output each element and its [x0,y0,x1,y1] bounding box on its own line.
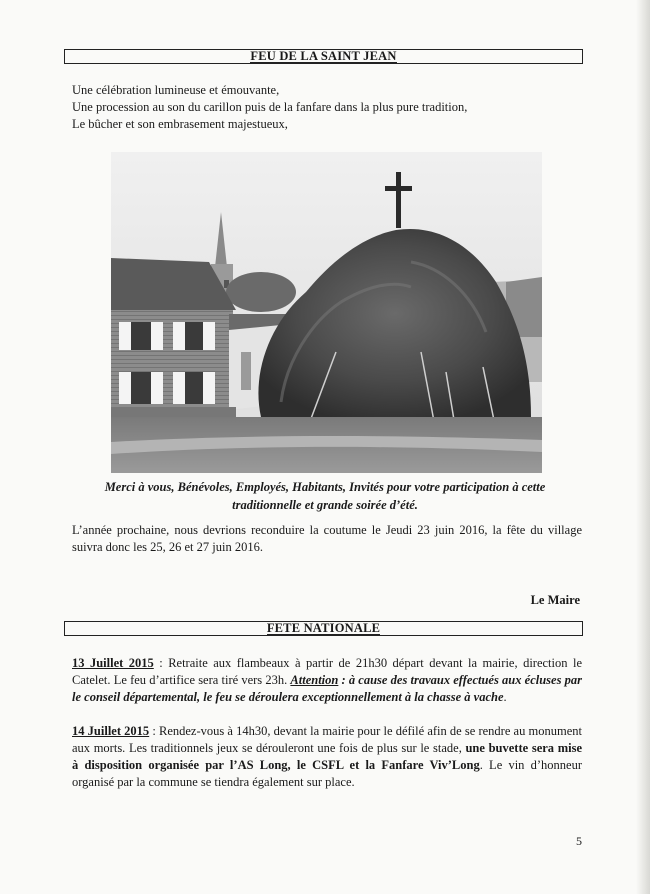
paragraph-text: : Retraite aux flambeaux à partir de 21h30 départ devant la mairie, direction le Catelet. Le feu d’artifice sera tiré vers 23h. [72,656,582,687]
paragraph-end: . Le vin d’honneur organisé par la commune se tiendra également sur place. [72,758,582,789]
july-14-paragraph [72,723,582,791]
section-title: FETE NATIONALE [266,621,381,635]
signature: Le Maire [530,593,580,607]
july-13-paragraph [72,655,582,706]
attention-text: : à cause des travaux effectués aux écluses par le conseil départemental, le feu se déroulera exceptionnellement à la chasse à vache [72,673,582,704]
section-header-saint-jean [64,49,583,64]
intro-line: Le bûcher et son embrasement majestueux, [72,117,288,131]
scan-edge [636,0,650,894]
date-label: 13 Juillet 2015 [72,656,154,670]
section-header-fete-nationale [64,621,583,636]
buvette-text: une buvette sera mise à disposition organisée par l’AS Long, le CSFL et la Fanfare Viv’Long [72,741,582,772]
caption-line: traditionnelle et grande soirée d’été. [232,498,418,512]
next-year-paragraph: L’année prochaine, nous devrions reconduire la coutume le Jeudi 23 juin 2016, la fête du village suivra donc les 25, 26 et 27 juin 2016. [72,523,582,554]
intro-text [72,82,572,133]
page-number: 5 [576,834,582,848]
attention-label: Attention [290,673,339,687]
intro-line: Une célébration lumineuse et émouvante, [72,83,280,97]
date-label: 14 Juillet 2015 [72,724,150,738]
bonfire-photo [111,152,542,473]
section-title: FEU DE LA SAINT JEAN [250,49,397,63]
photo-caption [90,478,560,514]
intro-line: Une procession au son du carillon puis de la fanfare dans la plus pure tradition, [72,100,468,114]
caption-line: Merci à vous, Bénévoles, Employés, Habitants, Invités pour votre participation à cette [104,480,546,494]
paragraph-text: : Rendez-vous à 14h30, devant la mairie pour le défilé afin de se rendre au monument aux morts. Les traditionnels jeux se dérouleront une fois de plus sur le stade, [72,724,582,755]
paragraph-end: . [503,690,507,704]
